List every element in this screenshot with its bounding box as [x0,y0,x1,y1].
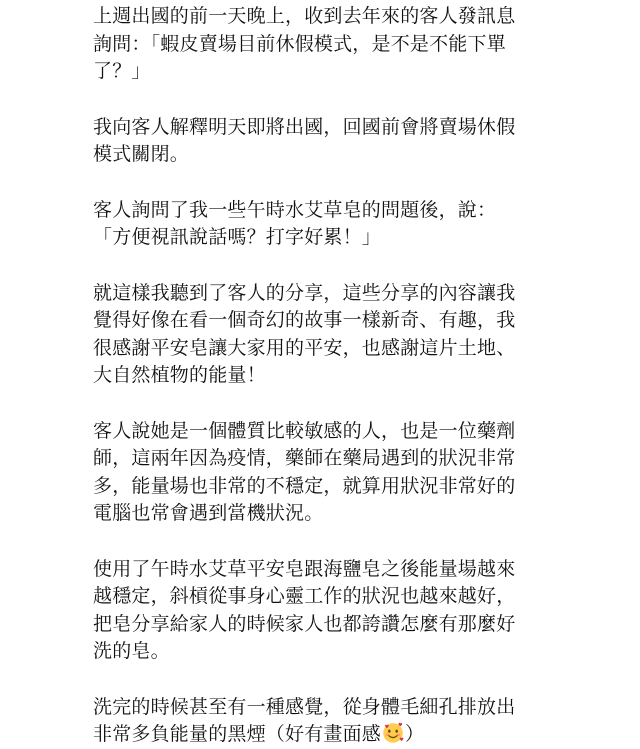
text-line: 上週出國的前一天晚上，收到去年來的客人發訊息 [93,5,516,27]
paragraph-4 [93,280,540,390]
paragraph-gap [93,666,540,694]
text-line: 洗的皂。 [93,640,170,662]
text-line: 就這樣我聽到了客人的分享，這些分享的內容讓我 [93,281,516,304]
text-line: 把皂分享給家人的時候家人也都誇讚怎麼有那麼好 [93,612,516,635]
paragraph-1 [93,3,540,86]
paragraph-gap [93,169,540,197]
text-line: 詢問：「蝦皮賣場目前休假模式，是不是不能下單 [93,32,506,55]
text-line: 模式關閉。 [93,143,190,165]
text-line: 我向客人解釋明天即將出國，回國前會將賣場休假 [93,115,516,138]
text-line: 大自然植物的能量！ [93,364,266,386]
text-segment: ） [405,723,425,745]
paragraph-gap [93,528,540,556]
paragraph-2 [93,114,540,169]
text-line: 「方便視訊說話嗎？打字好累！」 [93,226,382,248]
text-line: 客人說她是一個體質比較敏感的人，也是一位藥劑 [93,419,516,442]
text-line: 客人詢問了我一些午時水艾草皂的問題後，說： [93,198,497,221]
text-line: 使用了午時水艾草平安皂跟海鹽皂之後能量場越來 [93,557,516,580]
text-line-with-emoji [93,721,540,749]
paragraph-7 [93,694,540,749]
paragraph-gap [93,252,540,280]
text-line: 了？」 [93,60,151,82]
paragraph-5 [93,418,540,528]
text-line: 覺得好像在看一個奇幻的故事一樣新奇、有趣，我 [93,309,516,331]
paragraph-3 [93,197,540,252]
text-line: 師，這兩年因為疫情，藥師在藥局遇到的狀況非常 [93,447,516,469]
text-line: 越穩定，斜槓從事身心靈工作的狀況也越來越好， [93,585,516,607]
paragraph-6 [93,556,540,666]
paragraph-gap [93,390,540,418]
text-line: 電腦也常會遇到當機狀況。 [93,502,324,524]
text-line: 多，能量場也非常的不穩定，就算用狀況非常好的 [93,474,516,497]
paragraph-gap [93,86,540,114]
text-segment: 非常多負能量的黑煙（好有畫面感 [93,723,382,745]
text-line: 很感謝平安皂讓大家用的平安，也感謝這片土地、 [93,336,516,359]
text-line: 洗完的時候甚至有一種感覺，從身體毛細孔排放出 [93,695,516,718]
smiling-face-with-hearts-icon [382,722,404,744]
